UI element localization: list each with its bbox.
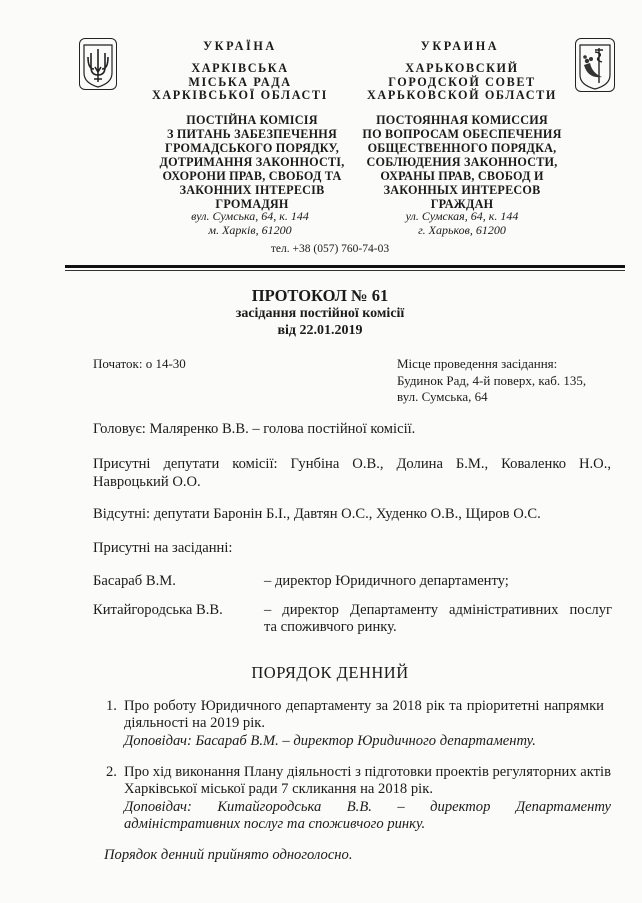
meeting-place-line: вул. Сумська, 64 xyxy=(397,389,488,404)
phone-number: тел. +38 (057) 760-74-03 xyxy=(270,243,390,255)
header-divider-thin xyxy=(65,270,625,271)
ukraine-trident-emblem-icon xyxy=(79,38,117,90)
left-commission-line: ГРОМАДСЬКОГО ПОРЯДКУ, xyxy=(165,141,339,155)
left-council xyxy=(130,62,350,103)
right-commission-line: СОБЛЮДЕНИЯ ЗАКОННОСТИ, xyxy=(366,155,558,169)
present-line: Навроцький О.О. xyxy=(93,474,201,490)
right-commission xyxy=(352,113,572,211)
right-commission-line: ОХРАНЫ ПРАВ, СВОБОД И xyxy=(380,169,544,183)
right-council xyxy=(352,62,572,103)
attendees-label: Присутні на засіданні: xyxy=(93,540,233,556)
agenda-speaker: Доповідач: Басараб В.М. – директор Юридичного департаменту. xyxy=(124,733,536,749)
chair-line: Головує: Маляренко В.В. – голова постійної комісії. xyxy=(93,421,416,437)
right-commission-line: ПОСТОЯННАЯ КОМИССИЯ xyxy=(376,113,548,127)
right-council-line: ХАРЬКОВСКОЙ ОБЛАСТИ xyxy=(367,88,557,102)
kharkiv-coat-of-arms-icon xyxy=(575,38,615,92)
cornucopia-caduceus-icon xyxy=(576,39,614,91)
right-address-line: ул. Сумская, 64, к. 144 xyxy=(405,209,519,223)
trident-icon xyxy=(80,39,116,89)
right-address-line: г. Харьков, 61200 xyxy=(418,223,506,237)
agenda-title: ПОРЯДОК ДЕННИЙ xyxy=(251,663,409,682)
agenda-item-line: Про роботу Юридичного департаменту за 2018 рік та пріоритетні напрямки xyxy=(124,698,604,714)
left-council-line: МІСЬКА РАДА xyxy=(188,74,292,89)
absent-deputies: Відсутні: депутати Баронін Б.І., Давтян О.С., Худенко О.В., Щиров О.С. xyxy=(93,506,541,522)
attendee-role xyxy=(264,602,612,636)
protocol-date: від 22.01.2019 xyxy=(277,323,363,338)
left-commission-line: ОХОРОНИ ПРАВ, СВОБОД ТА xyxy=(162,169,342,183)
agenda-item-line: діяльності на 2019 рік. xyxy=(124,715,266,731)
attendee-name: Басараб В.М. xyxy=(93,573,176,589)
left-commission-line: ЗАКОННИХ ІНТЕРЕСІВ ГРОМАДЯН xyxy=(179,183,325,211)
present-deputies xyxy=(93,455,611,491)
attendee-role-line: – директор Департаменту адміністративних послуг xyxy=(264,602,612,618)
left-council-line: ХАРКІВСЬКА xyxy=(191,61,289,75)
left-commission xyxy=(142,113,362,211)
agenda-item xyxy=(124,764,611,833)
attendee-role-line: та споживчого ринку. xyxy=(264,619,397,635)
left-address-line: вул. Сумська, 64, к. 144 xyxy=(191,209,309,223)
right-country: УКРАИНА xyxy=(420,39,500,53)
right-council-line: ХАРЬКОВСКИЙ xyxy=(405,61,519,75)
right-commission-line: ЗАКОННЫХ ИНТЕРЕСОВ ГРАЖДАН xyxy=(383,183,541,211)
left-commission-line: З ПИТАНЬ ЗАБЕЗПЕЧЕННЯ xyxy=(167,127,337,141)
right-council-line: ГОРОДСКОЙ СОВЕТ xyxy=(388,74,536,89)
meeting-place-line: Місце проведення засідання: xyxy=(397,356,558,371)
meeting-start: Початок: о 14-30 xyxy=(93,356,186,371)
agenda-item-number: 2. xyxy=(106,764,117,780)
left-address xyxy=(160,209,340,237)
closing-note: Порядок денний прийнято одноголосно. xyxy=(104,847,353,863)
protocol-title: ПРОТОКОЛ № 61 xyxy=(251,286,389,305)
present-line: Присутні депутати комісії: Гунбіна О.В., Долина Б.М., Коваленко Н.О., xyxy=(93,456,611,472)
agenda-speaker: Доповідач: Китайгородська В.В. – директор Департаменту xyxy=(124,799,611,815)
protocol-subtitle: засідання постійної комісії xyxy=(235,306,405,321)
attendee-name: Китайгородська В.В. xyxy=(93,602,223,618)
right-commission-line: ПО ВОПРОСАМ ОБЕСПЕЧЕНИЯ xyxy=(362,127,562,141)
attendee-role: – директор Юридичного департаменту; xyxy=(264,573,509,589)
meeting-place-line: Будинок Рад, 4-й поверх, каб. 135, xyxy=(397,372,587,388)
agenda-item-line: Про хід виконання Плану діяльності з підготовки проектів регуляторних актів xyxy=(124,764,611,780)
agenda-item xyxy=(124,698,604,750)
agenda-item-number: 1. xyxy=(106,698,117,714)
meeting-place xyxy=(397,356,586,406)
left-commission-line: ПОСТІЙНА КОМІСІЯ xyxy=(186,113,318,127)
agenda-speaker: адміністративних послуг та споживчого ринку. xyxy=(124,816,426,832)
header-divider xyxy=(65,265,625,268)
left-council-line: ХАРКІВСЬКОЇ ОБЛАСТІ xyxy=(152,88,328,102)
left-address-line: м. Харків, 61200 xyxy=(208,223,292,237)
left-commission-line: ДОТРИМАННЯ ЗАКОННОСТІ, xyxy=(159,155,345,169)
right-address xyxy=(372,209,552,237)
right-commission-line: ОБЩЕСТВЕННОГО ПОРЯДКА, xyxy=(367,141,557,155)
left-country: УКРАЇНА xyxy=(203,39,277,53)
agenda-item-line: Харківської міської ради 7 скликання на 2018 рік. xyxy=(124,781,433,797)
